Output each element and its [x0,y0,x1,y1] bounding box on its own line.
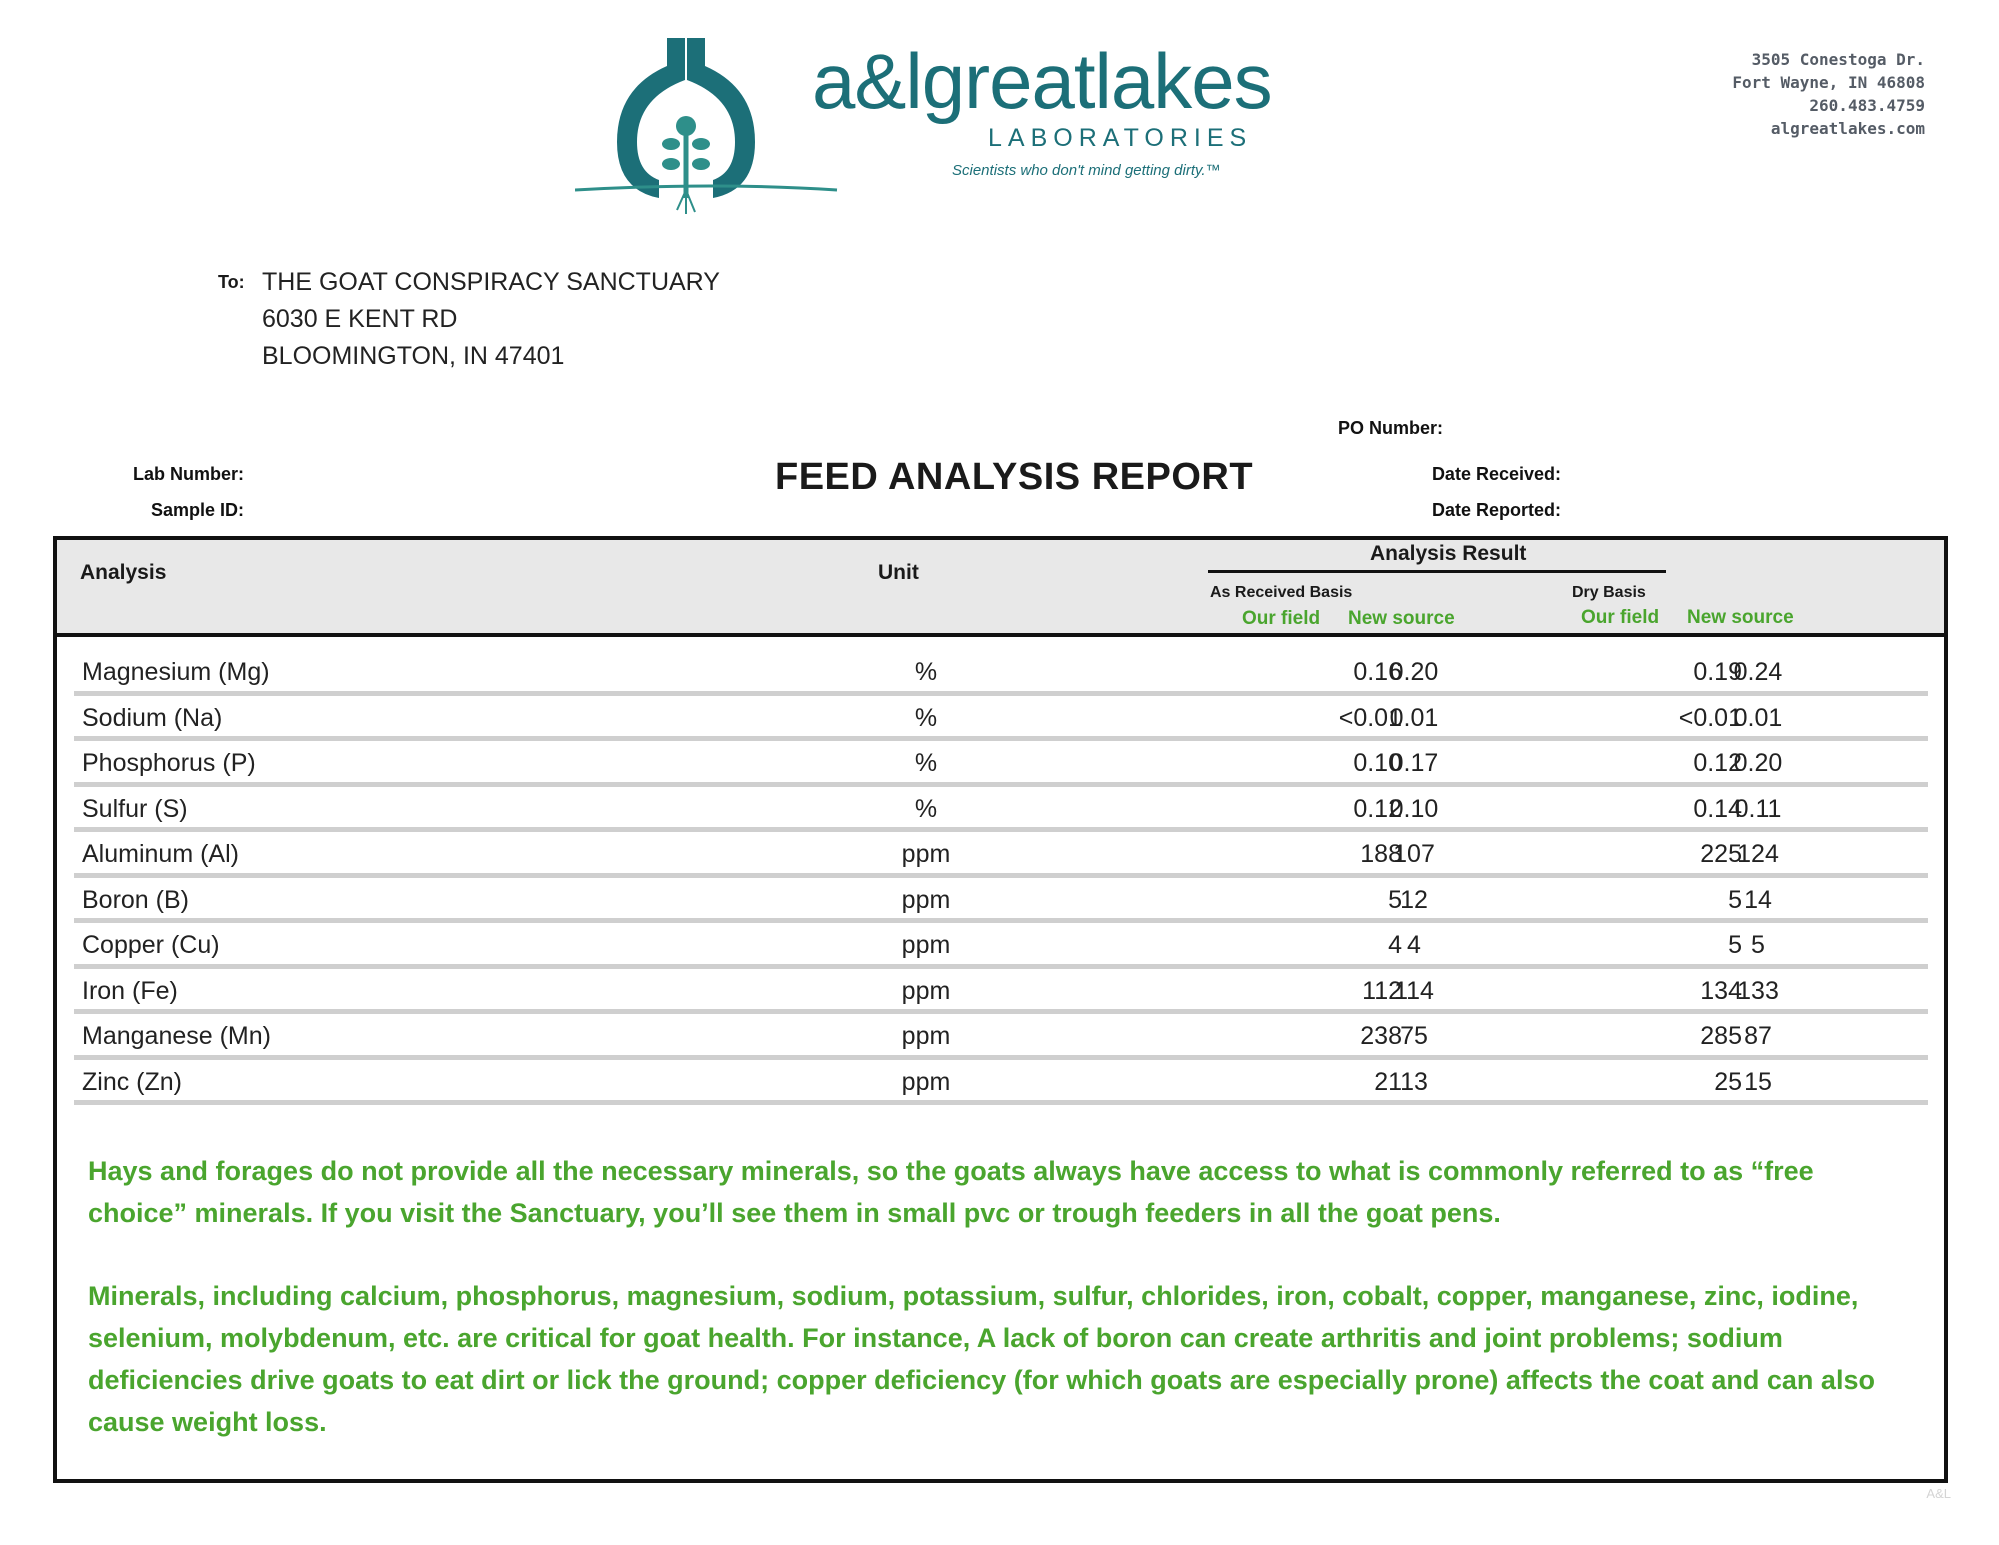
results-table [74,650,1928,1105]
table-row [74,1060,1928,1106]
dry-our-field-value: 5 [1728,885,1742,914]
lab-number-label: Lab Number: [132,464,244,484]
lab-address [1732,48,1925,140]
analyte-unit: ppm [901,885,951,914]
received-our-field-value: 5 [1388,885,1402,914]
result-header-divider [1208,570,1666,573]
received-our-field-value: 188 [1360,840,1402,868]
analyte-unit: % [914,703,938,732]
subheader-dry-new-source: New source [1687,607,1794,628]
report-title: FEED ANALYSIS REPORT [775,456,1254,498]
received-our-field-value: 0.12 [1353,794,1402,823]
dry-new-source-value: 0.20 [1733,749,1783,777]
subheader-dry-our-field: Our field [1581,607,1660,628]
dry-our-field-value: 0.14 [1693,794,1742,823]
subheader-received-new-source: New source [1348,608,1455,629]
date-reported-label: Date Reported: [1431,500,1561,520]
dry-new-source-value: 133 [1737,976,1779,1005]
analyte-name: Copper (Cu) [82,931,220,959]
analyte-unit: ppm [901,976,951,1005]
analyte-name: Aluminum (Al) [82,840,239,868]
received-new-source-value: 114 [1394,976,1434,1005]
received-our-field-value: 0.16 [1353,658,1402,686]
table-row [74,969,1928,1015]
analyte-unit: % [914,658,938,686]
dry-our-field-value: 25 [1714,1067,1742,1096]
dry-new-source-value: 5 [1751,931,1765,959]
received-new-source-value: 75 [1400,1022,1428,1050]
subheader-received-our-field: Our field [1242,608,1321,629]
analyte-name: Sodium (Na) [82,703,223,732]
received-new-source-value: 0.17 [1389,749,1439,777]
analyte-name: Zinc (Zn) [82,1067,182,1096]
analyte-unit: ppm [901,840,951,868]
analyte-unit: % [914,749,938,777]
table-row [74,787,1928,833]
address-street: 3505 Conestoga Dr. [1751,50,1925,69]
basis-received-header: As Received Basis [1210,584,1353,601]
brand-subtitle: LABORATORIES [988,124,1253,152]
table-row [74,832,1928,878]
received-new-source-value: 4 [1407,931,1421,959]
note-paragraph-mineral-importance: Minerals, including calcium, phosphorus, magnesium, sodium, potassium, sulfur, chlorides, iron, cobalt, copper, manganese, zinc, iodine, selenium, molybdenum, etc. are critical for goat health. For instance, A lack of boron can create arthritis and joint problems; sodium deficiencies drive goats to eat dirt or lick the ground; copper deficiency (for which goats are especially prone) affects the coat and can also cause weight loss. [88,1281,1875,1437]
dry-our-field-value: 0.19 [1693,658,1742,686]
table-row [74,741,1928,787]
table-row [74,878,1928,924]
recipient-street: 6030 E KENT RD [262,305,458,333]
dry-new-source-value: 0.24 [1733,658,1783,686]
brand-tagline: Scientists who don't mind getting dirty.™ [952,162,1221,179]
analyte-name: Boron (B) [82,885,189,914]
analyte-unit: % [914,794,938,823]
analyte-name: Magnesium (Mg) [82,658,270,686]
table-row [74,923,1928,969]
analyte-unit: ppm [901,1067,951,1096]
sample-id-label: Sample ID: [150,500,244,520]
dry-new-source-value: 0.11 [1734,794,1782,823]
analyte-unit: ppm [901,1022,951,1050]
dry-new-source-value: 0.01 [1733,703,1783,732]
table-row [74,650,1928,696]
received-new-source-value: 0.10 [1389,794,1439,823]
dry-new-source-value: 14 [1744,885,1772,914]
basis-dry-header: Dry Basis [1572,584,1646,601]
analyte-name: Iron (Fe) [82,976,178,1005]
brand-name: a&lgreatlakes [812,37,1272,125]
received-new-source-value: 13 [1400,1067,1428,1096]
received-new-source-value: 107 [1393,840,1435,868]
received-our-field-value: 238 [1360,1022,1402,1050]
analyte-name: Phosphorus (P) [82,749,256,777]
dry-our-field-value: 5 [1728,931,1742,959]
received-our-field-value: 21 [1374,1067,1402,1096]
dry-our-field-value: 225 [1700,840,1742,868]
dry-our-field-value: <0.01 [1678,703,1742,732]
dry-our-field-value: 285 [1700,1022,1742,1050]
table-row [74,1014,1928,1060]
column-header-analysis: Analysis [80,561,167,584]
po-number-label: PO Number: [1338,418,1444,438]
dry-our-field-value: 134 [1700,976,1742,1005]
date-received-label: Date Received: [1431,464,1561,484]
column-header-analysis-result: Analysis Result [1370,542,1527,565]
dry-new-source-value: 15 [1744,1067,1772,1096]
column-header-unit: Unit [878,561,919,584]
dry-our-field-value: 0.12 [1693,749,1742,777]
table-row [74,696,1928,742]
analyte-unit: ppm [901,931,951,959]
received-new-source-value: 0.20 [1389,658,1439,686]
received-new-source-value: 0.01 [1389,703,1439,732]
recipient-address [262,264,720,375]
received-our-field-value: <0.01 [1338,703,1402,732]
address-phone: 260.483.4759 [1809,96,1925,115]
received-our-field-value: 4 [1388,931,1402,959]
received-our-field-value: 112 [1362,976,1402,1005]
dry-new-source-value: 87 [1744,1022,1772,1050]
dry-new-source-value: 124 [1737,840,1779,868]
note-paragraph-free-choice-minerals: Hays and forages do not provide all the necessary minerals, so the goats always have access to what is commonly referred to as “free choice” minerals. If you visit the Sanctuary, you’ll see them in small pvc or trough feeders in all the goat pens. [88,1156,1814,1228]
to-label: To: [218,272,245,292]
received-our-field-value: 0.10 [1353,749,1402,777]
corner-watermark: A&L [1926,1486,1951,1501]
analyte-name: Sulfur (S) [82,794,188,823]
address-website: algreatlakes.com [1770,119,1925,138]
recipient-name: THE GOAT CONSPIRACY SANCTUARY [262,268,720,296]
address-city: Fort Wayne, IN 46808 [1732,73,1925,92]
analyte-name: Manganese (Mn) [82,1022,271,1050]
received-new-source-value: 12 [1400,885,1428,914]
recipient-city: BLOOMINGTON, IN 47401 [262,342,565,370]
